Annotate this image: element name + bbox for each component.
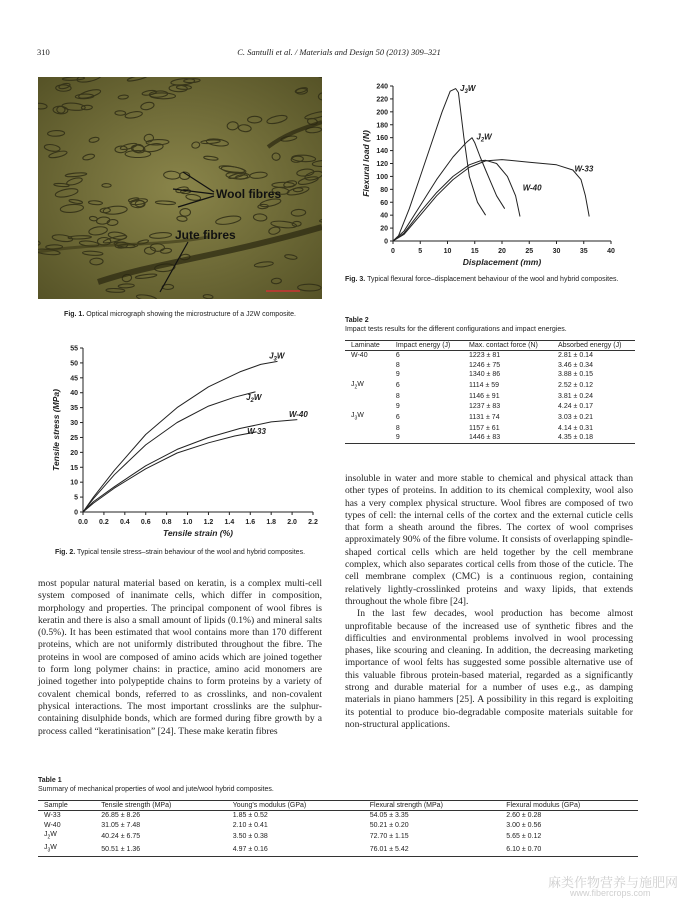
table-row (38, 821, 638, 830)
x-tick-label: 0.0 (78, 519, 88, 526)
fig2-tensile-chart (38, 340, 328, 540)
x-tick-label: 2.0 (287, 519, 297, 526)
series-label-w-33: W-33 (247, 426, 266, 436)
x-axis-label: Displacement (mm) (462, 257, 542, 267)
x-tick-label: 25 (525, 248, 534, 255)
table-cell: W-40 (351, 352, 368, 360)
fig3-flexural-chart (342, 78, 632, 268)
series-line-w-33 (83, 432, 256, 512)
table-cell: $J_3W$ (38, 843, 95, 856)
y-tick-label: 220 (376, 96, 388, 104)
impact-results-table (345, 340, 635, 444)
table-cell: 6 (395, 352, 400, 360)
wool-fibres-label: Wool fibres (216, 187, 282, 201)
table-cell: 8 (395, 361, 400, 369)
table-row (345, 380, 635, 393)
table-cell: 31.05 ± 7.48 (101, 821, 141, 829)
table-cell: 26.85 ± 8.26 (101, 812, 141, 820)
table-cell: 3.03 ± 0.21 (557, 413, 593, 421)
y-tick-label: 160 (376, 135, 388, 143)
table-row (38, 811, 638, 821)
column-header: Sample (38, 801, 95, 811)
page-number: 310 (37, 47, 50, 57)
x-tick-label: 1.8 (266, 519, 277, 526)
table-cell (345, 370, 390, 379)
left-column-text (38, 578, 322, 738)
column-header: Flexural strength (MPa) (364, 801, 500, 811)
table-cell: 4.24 ± 0.17 (557, 402, 593, 410)
paragraph-left: most popular natural material based on keratin, is a complex multi-cell system composed of inanimate cells, which differ in composition, morphology and properties. The principal component of wool fibres is keratin and there is also a small amount of lipids (0.1%) and mineral salts (0.5%). It has been estimated that wool contains more than 170 different proteins, which are not uniformly distributed throughout the fibre. The proteins in wool are composed of amino acids which are joined together to form long polymer chains: in practice, amino acid monomers are joined together into polypeptide chains to form proteins by a variety of covalent chemical bonds, referred to as crosslinks, and non-covalent physical interactions. The most important crosslinks are the sulphur-containing disulphide bonds, which are formed during fibre growth by a process called “keratinisation” [24]. These make keratin fibres (38, 578, 322, 737)
y-tick-label: 40 (70, 390, 78, 398)
y-tick-label: 100 (376, 173, 388, 181)
paragraph-right-2: In the last few decades, wool production has become almost unprofitable because of the increased use of synthetic fibres and the difficulties and environmental problems involved in wool processing phases, like scouring and cleaning. In addition, the decreasing marketing importance of wool felts has suggested some possible alternative use of this valuable fibrous protein-based material, regarded as a significantly strong and durable material for a number of uses e.g., as damping materials in piano hammers [25]. A possibility in this regard is exploiting its potential to produce bio-degradable composite materials suitable for non-structural applications. (345, 608, 633, 730)
table-cell: 1.85 ± 0.52 (232, 812, 268, 820)
column-header: Impact energy (J) (390, 341, 463, 351)
micrograph-image (38, 77, 322, 299)
y-tick-label: 55 (70, 345, 78, 353)
fig3-caption (345, 275, 635, 284)
x-axis-label: Tensile strain (%) (162, 528, 234, 538)
x-tick-label: 1.4 (224, 519, 235, 526)
series-label-j2w: $J_2W$ (476, 132, 492, 144)
table-cell: 1146 ± 91 (469, 393, 500, 401)
y-tick-label: 20 (70, 449, 78, 457)
series-line-j3w (393, 89, 486, 241)
table-header-row (38, 801, 638, 811)
table-cell: 50.51 ± 1.36 (95, 843, 227, 856)
micrograph-drawing (38, 77, 322, 299)
series-label-j3w: $J_3W$ (269, 351, 285, 363)
x-tick-label: 0 (391, 248, 395, 255)
table-row (345, 370, 635, 379)
table-cell: W-33 (44, 812, 61, 820)
column-header: Flexural modulus (GPa) (500, 801, 638, 811)
series-label-j3w: $J_3W$ (460, 84, 476, 96)
table-cell: 2.10 ± 0.41 (232, 821, 268, 829)
table1-caption: Summary of mechanical properties of wool and jute/wool hybrid composites. (38, 786, 274, 793)
table-cell: 72.70 ± 1.15 (369, 832, 409, 840)
fig3-caption-label: Fig. 3. (345, 276, 366, 283)
fig2-caption-label: Fig. 2. (54, 549, 76, 556)
y-tick-label: 5 (74, 494, 78, 502)
y-tick-label: 20 (380, 225, 388, 233)
column-header: Max. contact force (N) (463, 341, 552, 351)
fig1-caption-text: Optical micrograph showing the microstructure of a J2W composite. (86, 311, 296, 318)
table-cell: 4.97 ± 0.16 (227, 843, 364, 856)
y-tick-label: 240 (376, 83, 388, 91)
series-line-w-33 (393, 160, 589, 241)
y-tick-label: 0 (384, 238, 388, 246)
fig1-caption-label: Fig. 1. (64, 311, 85, 318)
watermark-url: www.fibercrops.com (570, 888, 651, 898)
table-cell: W-40 (44, 821, 61, 829)
x-tick-label: 2.2 (308, 519, 318, 526)
table-cell: 1157 ± 61 (469, 425, 500, 433)
y-tick-label: 35 (70, 405, 78, 413)
table-cell: 6 (395, 413, 400, 421)
table-cell: 1223 ± 81 (469, 352, 501, 360)
table-cell: 1237 ± 83 (469, 402, 501, 410)
y-tick-label: 15 (70, 464, 78, 472)
table-cell: 1131 ± 74 (469, 413, 500, 421)
y-tick-label: 80 (380, 186, 388, 194)
table-row (345, 411, 635, 424)
series-label-w-40: W-40 (288, 410, 308, 420)
series-label-w-40: W-40 (522, 183, 542, 193)
table-cell: 3.81 ± 0.24 (557, 393, 593, 401)
column-header: Laminate (345, 341, 390, 351)
series-label-j2w: $J_2W$ (246, 393, 262, 405)
column-header: Tensile strength (MPa) (95, 801, 227, 811)
mechanical-properties-table (38, 800, 638, 857)
table-cell: 1246 ± 75 (469, 361, 501, 369)
table-cell: 3.50 ± 0.38 (232, 832, 268, 840)
table-cell: $J_3W$ (351, 412, 364, 422)
y-tick-label: 50 (70, 360, 78, 368)
x-tick-label: 0.6 (140, 519, 151, 526)
table-cell: 5.65 ± 0.12 (506, 832, 542, 840)
table2-label-text: Table 2 (345, 317, 369, 324)
fig3-caption-text: Typical flexural force–displacement behaviour of the wool and hybrid composites. (367, 276, 619, 283)
x-tick-label: 40 (607, 248, 615, 255)
table-cell: 2.52 ± 0.12 (557, 382, 593, 390)
table-cell (345, 361, 390, 370)
watermark-cn: 麻类作物营养与施肥网 (548, 875, 678, 890)
table-row (345, 351, 635, 361)
table-cell: 9 (395, 402, 400, 410)
table-cell (345, 424, 390, 433)
table-cell: 54.05 ± 3.35 (369, 812, 409, 820)
table2-caption: Impact tests results for the different configurations and impact energies. (345, 326, 567, 333)
x-tick-label: 1.6 (245, 519, 256, 526)
table-cell: 3.46 ± 0.34 (557, 361, 593, 369)
x-tick-label: 35 (579, 248, 588, 255)
table2-label (345, 316, 369, 325)
table-cell: 40.24 ± 6.75 (101, 832, 141, 840)
x-tick-label: 15 (470, 248, 479, 255)
y-axis-label: Tensile stress (MPa) (51, 389, 61, 471)
running-title: C. Santulli et al. / Materials and Design 50 (2013) 309–321 (237, 47, 441, 57)
table-cell: 6 (395, 382, 400, 390)
y-tick-label: 40 (380, 212, 388, 220)
y-tick-label: 45 (70, 375, 78, 383)
table-cell: 9 (390, 433, 463, 443)
table-cell: 4.14 ± 0.31 (557, 425, 593, 433)
table-row (38, 843, 638, 856)
x-tick-label: 0.8 (161, 519, 172, 526)
x-tick-label: 1.2 (203, 519, 214, 526)
y-axis-label: Flexural load (N) (361, 130, 371, 197)
x-tick-label: 5 (418, 248, 423, 255)
table-cell: 2.81 ± 0.14 (557, 352, 593, 360)
right-column-text (345, 473, 633, 731)
series-line-j2w (83, 392, 256, 512)
table-row (38, 830, 638, 843)
table-cell (345, 392, 390, 401)
paragraph-right-1: insoluble in water and more stable to chemical and physical attack than other types of proteins. In addition to its chemical complexity, wool also has a very complex physical structure. Wool fibres are composed of two types of cell: the internal cells of the cortex and the external cuticle cells that form a sheath around the fibres. The cortex of wool comprises approximately 90% of the fibre volume. It consists of overlapping spindle-shaped cortical cells which are held together by the cell membrane complex, which also separates cortical cells from those of the cuticle. The cell membrane complex (CMC) is a continuous region, containing relatively lightly-crosslinked proteins and waxy lipids, that extends throughout the whole fibre [24]. (345, 473, 633, 607)
y-tick-label: 140 (376, 148, 388, 156)
series-label-w-33: W-33 (574, 164, 594, 174)
x-tick-label: 0.4 (119, 519, 130, 526)
y-tick-label: 60 (380, 199, 388, 207)
y-tick-label: 10 (70, 479, 78, 487)
fig1-caption (38, 310, 322, 319)
table-cell: 4.35 ± 0.18 (552, 433, 635, 443)
x-tick-label: 30 (552, 248, 561, 255)
table-cell: 9 (395, 371, 400, 379)
table1-label-text: Table 1 (38, 777, 62, 784)
y-tick-label: 25 (70, 434, 78, 442)
y-tick-label: 30 (70, 420, 78, 428)
table-row (345, 433, 635, 443)
table-header-row (345, 341, 635, 351)
table1-label (38, 776, 62, 785)
y-tick-label: 120 (376, 161, 388, 168)
x-tick-label: 10 (443, 248, 452, 255)
table-cell: 3.00 ± 0.56 (506, 821, 542, 829)
y-tick-label: 0 (74, 509, 78, 517)
y-tick-label: 200 (376, 109, 388, 117)
table-cell: 8 (395, 393, 400, 401)
table-row (345, 402, 635, 411)
table-row (345, 424, 635, 433)
fig2-caption-text: Typical tensile stress–strain behaviour of the wool and hybrid composites. (77, 549, 306, 556)
table-cell: 2.60 ± 0.28 (506, 812, 542, 820)
table-cell: 8 (395, 425, 400, 433)
fig2-caption (38, 548, 322, 557)
table-row (345, 392, 635, 401)
y-tick-label: 180 (376, 122, 388, 130)
x-tick-label: 1.0 (182, 519, 193, 526)
table-cell: 3.88 ± 0.15 (557, 371, 593, 379)
jute-fibres-label: Jute fibres (175, 228, 236, 242)
table-row (345, 361, 635, 370)
table-cell: 50.21 ± 0.20 (369, 821, 409, 829)
table-cell: 1114 ± 59 (469, 382, 500, 390)
table-cell: 1340 ± 86 (469, 371, 501, 379)
table-cell: $J_2W$ (44, 831, 57, 841)
table-cell: 76.01 ± 5.42 (364, 843, 500, 856)
x-tick-label: 20 (498, 248, 506, 255)
column-header: Young's modulus (GPa) (227, 801, 364, 811)
column-header: Absorbed energy (J) (552, 341, 635, 351)
table-cell: 1446 ± 83 (463, 433, 552, 443)
table-cell: $J_2W$ (351, 380, 364, 391)
table-cell: 6.10 ± 0.70 (500, 843, 638, 856)
table-cell (345, 402, 390, 411)
table-cell (345, 433, 390, 443)
x-tick-label: 0.2 (99, 519, 109, 526)
